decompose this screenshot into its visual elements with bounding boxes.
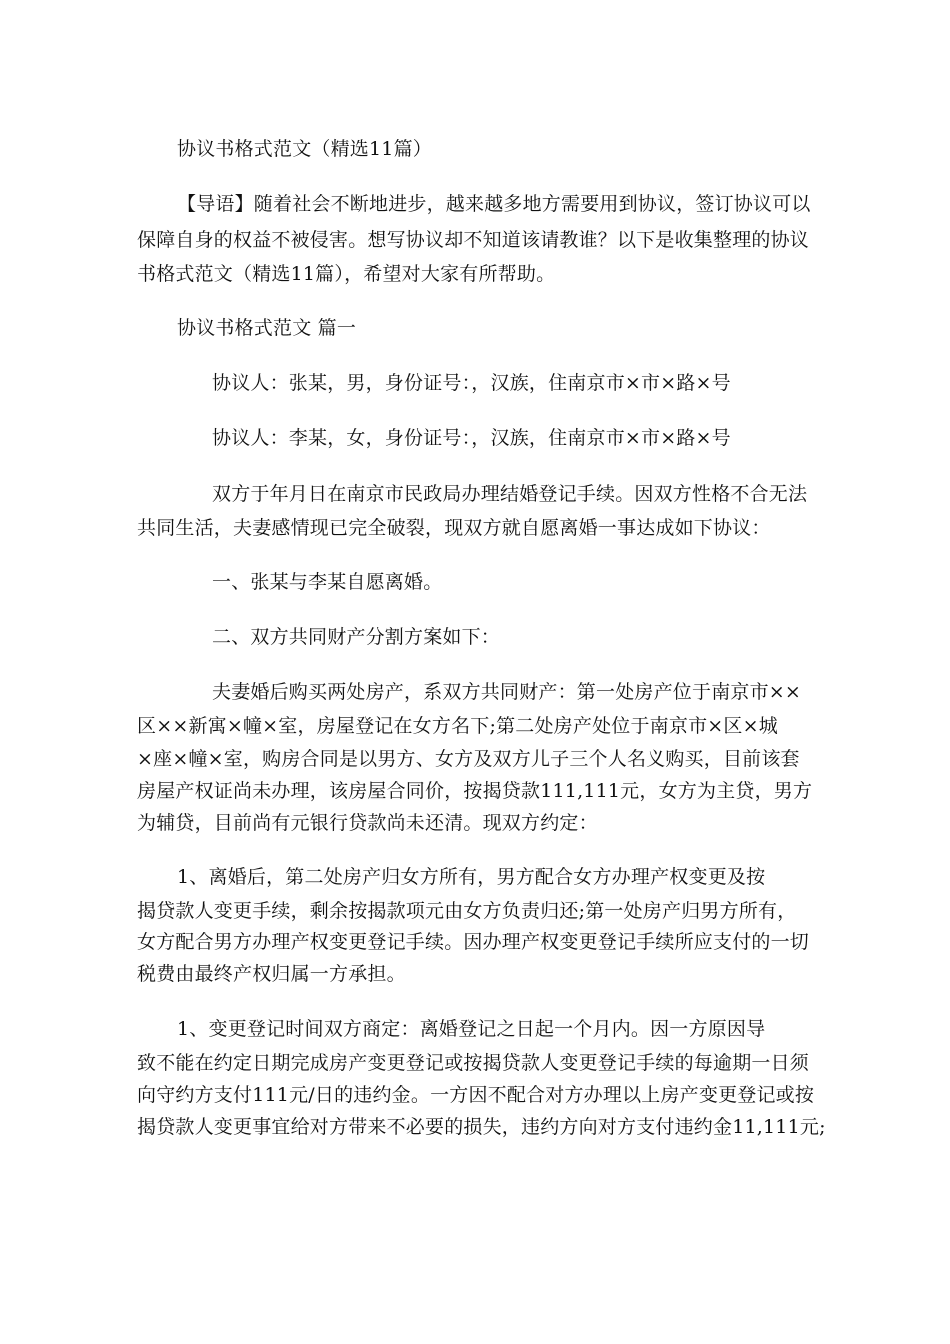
intro-line-3: 书格式范文（精选11篇），希望对大家有所帮助。 bbox=[137, 263, 556, 285]
clause-1a-line-1: 1、离婚后，第二处房产归女方所有，男方配合女方办理产权变更及按 bbox=[177, 866, 766, 888]
marriage-para-line-1: 双方于年月日在南京市民政局办理结婚登记手续。因双方性格不合无法 bbox=[212, 483, 808, 505]
property-para-line-3: ×座×幢×室，购房合同是以男方、女方及双方儿子三个人名义购买，目前该套 bbox=[137, 748, 800, 770]
party-1: 协议人：张某，男，身份证号：，汉族，住南京市×市×路×号 bbox=[212, 372, 731, 394]
clause-1a-line-3: 女方配合男方办理产权变更登记手续。因办理产权变更登记手续所应支付的一切 bbox=[137, 931, 810, 953]
document-title: 协议书格式范文（精选11篇） bbox=[177, 138, 432, 160]
property-para-line-5: 为辅贷，目前尚有元银行贷款尚未还清。现双方约定： bbox=[137, 812, 598, 834]
party-2: 协议人：李某，女，身份证号：，汉族，住南京市×市×路×号 bbox=[212, 427, 731, 449]
intro-line-2: 保障自身的权益不被侵害。想写协议却不知道该请教谁？以下是收集整理的协议 bbox=[137, 229, 810, 251]
clause-1b-line-2: 致不能在约定日期完成房产变更登记或按揭贷款人变更登记手续的每逾期一日须 bbox=[137, 1052, 810, 1074]
clause-1a-line-4: 税费由最终产权归属一方承担。 bbox=[137, 963, 406, 985]
clause-1b-line-3: 向守约方支付111元/日的违约金。一方因不配合对方办理以上房产变更登记或按 bbox=[137, 1084, 815, 1106]
clause-1a-line-2: 揭贷款人变更手续，剩余按揭款项元由女方负责归还;第一处房产归男方所有， bbox=[137, 900, 797, 922]
clause-1b-line-1: 1、变更登记时间双方商定：离婚登记之日起一个月内。因一方原因导 bbox=[177, 1018, 766, 1040]
clause-1b-line-4: 揭贷款人变更事宜给对方带来不必要的损失，违约方向对方支付违约金11,111元; bbox=[137, 1116, 826, 1138]
intro-line-1: 【导语】随着社会不断地进步，越来越多地方需要用到协议，签订协议可以 bbox=[177, 193, 811, 215]
marriage-para-line-2: 共同生活，夫妻感情现已完全破裂，现双方就自愿离婚一事达成如下协议： bbox=[137, 517, 771, 539]
property-para-line-2: 区××新寓×幢×室，房屋登记在女方名下;第二处房产处位于南京市×区×城 bbox=[137, 715, 778, 737]
section-heading: 协议书格式范文 篇一 bbox=[177, 317, 357, 339]
agreement-item-1: 一、张某与李某自愿离婚。 bbox=[212, 571, 443, 593]
property-para-line-1: 夫妻婚后购买两处房产，系双方共同财产：第一处房产位于南京市×× bbox=[212, 681, 802, 703]
property-para-line-4: 房屋产权证尚未办理，该房屋合同价，按揭贷款111,111元，女方为主贷，男方 bbox=[137, 780, 813, 802]
agreement-item-2: 二、双方共同财产分割方案如下： bbox=[212, 626, 501, 648]
